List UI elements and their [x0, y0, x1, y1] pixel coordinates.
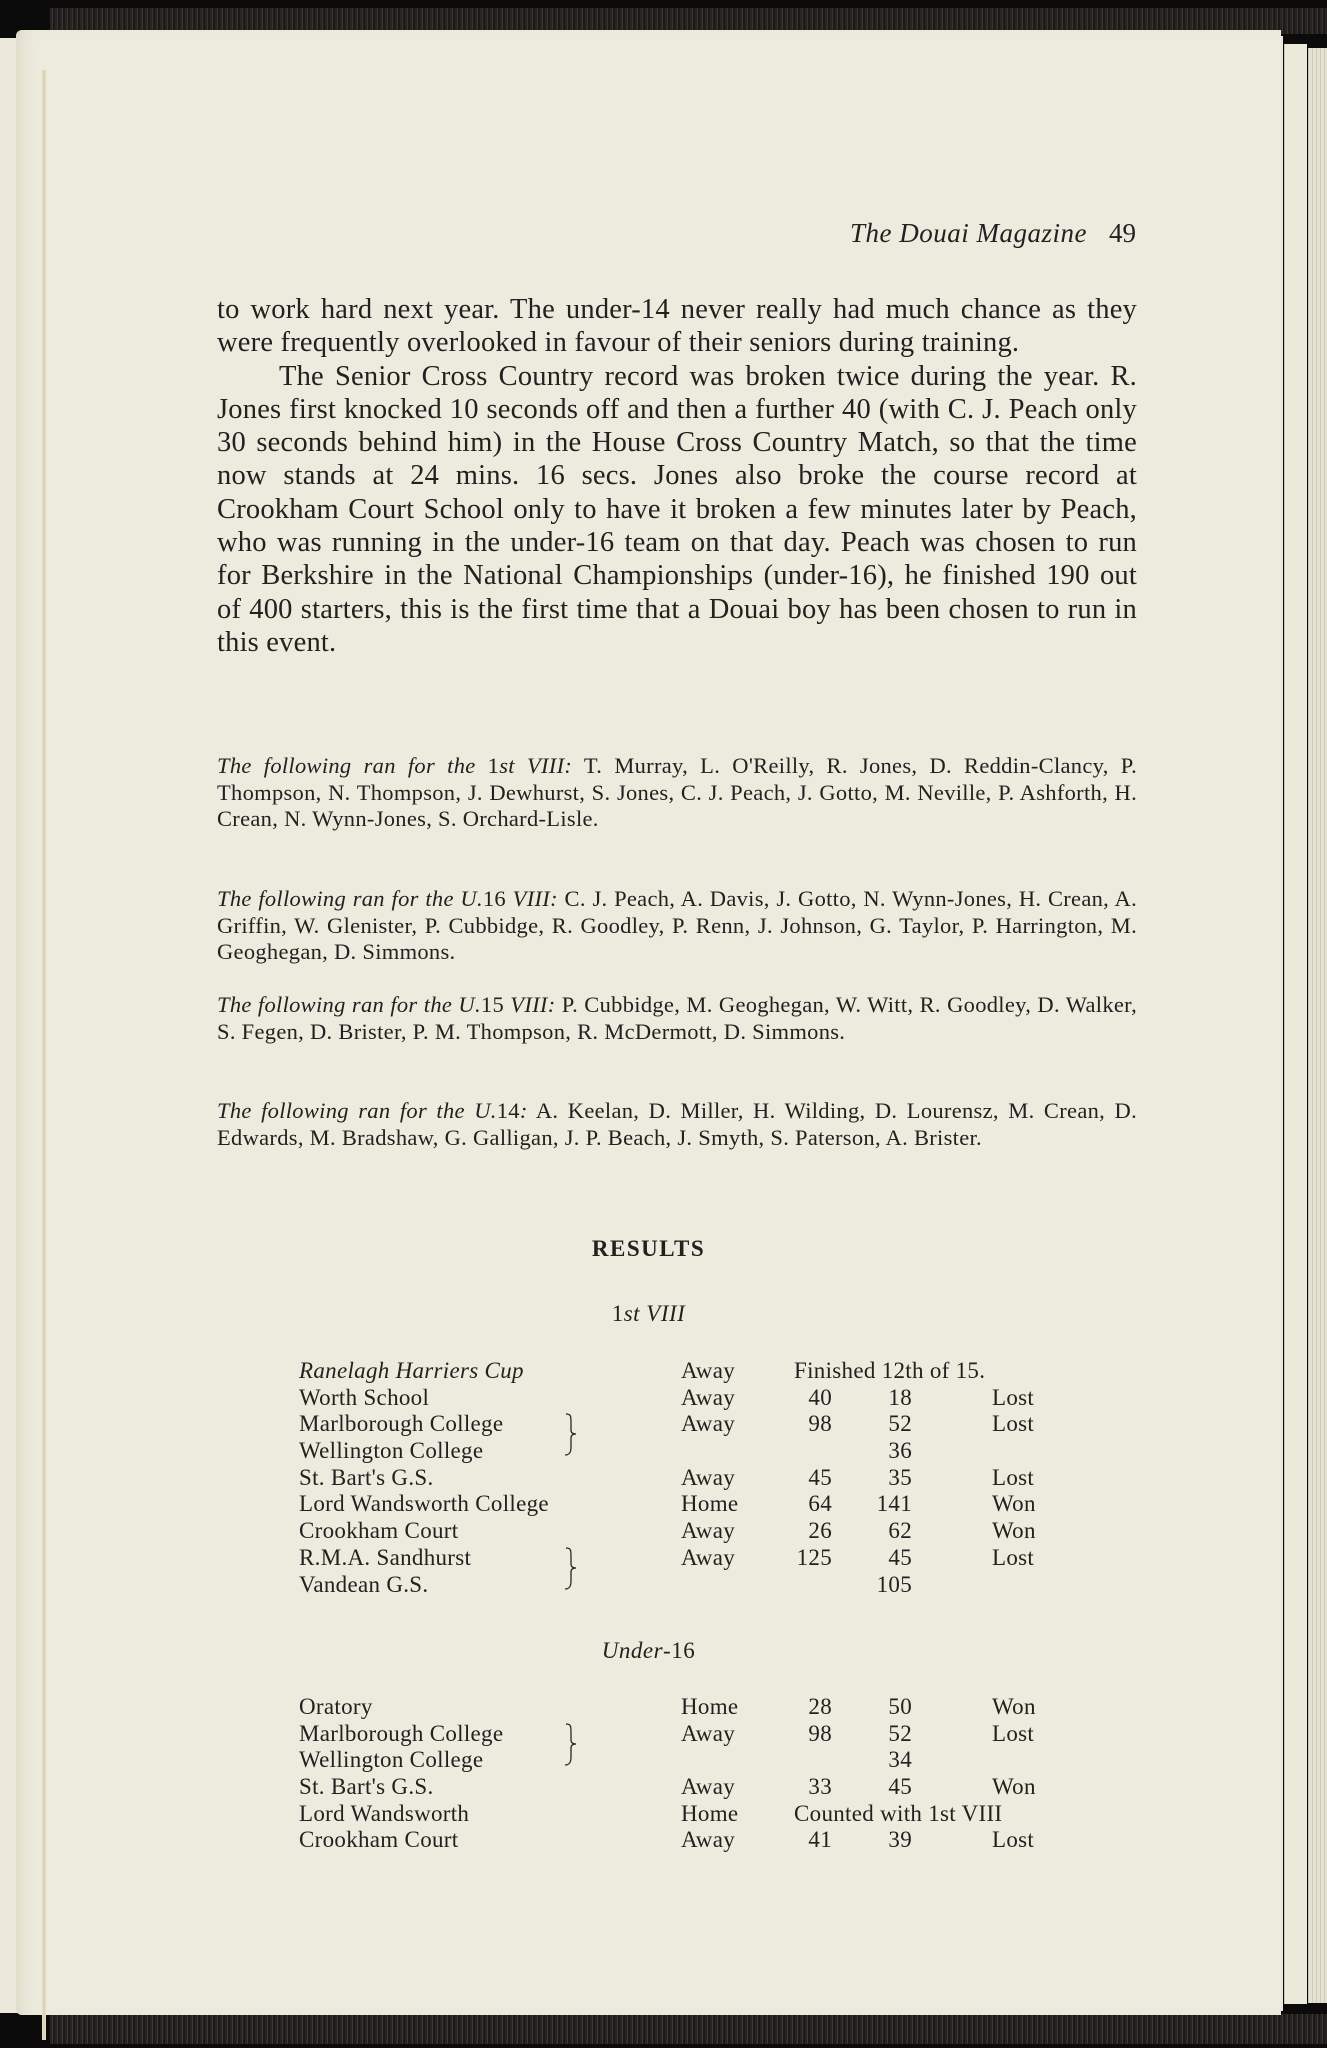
results-table-under-16	[299, 1694, 1059, 1854]
roster-team-suffix: VIII:	[505, 886, 558, 911]
roster-names: T. Murray, L. O'Reilly, R. Jones, D. Reddin-Clancy, P. Thompson, N. Thompson, J. Dewhurst, S. Jones, C. J. Peach, J. Gotto, M. Neville, P. Ashforth, H. Crean, N. Wynn-Jones, S. Orchard-Lisle.	[217, 753, 1137, 832]
result-row	[299, 1545, 1059, 1572]
opponent-score: 39	[888, 1827, 912, 1853]
venue: Home	[681, 1491, 739, 1517]
opponent-score: 105	[876, 1571, 912, 1597]
match-result: Won	[992, 1774, 1036, 1800]
opponent-score: 18	[888, 1384, 912, 1410]
venue: Away	[681, 1384, 736, 1410]
section-heading-under-16	[16, 1638, 1281, 1664]
opponent-name: Ranelagh Harriers Cup	[299, 1358, 524, 1383]
match-result: Lost	[992, 1827, 1035, 1853]
match-result: Lost	[992, 1720, 1035, 1746]
result-row	[299, 1518, 1059, 1545]
venue: Away	[681, 1358, 736, 1383]
venue: Away	[681, 1464, 736, 1490]
section-heading-1st-viii	[16, 1301, 1281, 1327]
roster-u15-viii	[217, 992, 1137, 1045]
roster-u16-viii	[217, 886, 1137, 966]
paragraph: The Senior Cross Country record was broken twice during the year. R. Jones first knocked 10 seconds off and then a further 40 (with C. J. Peach only 30 seconds behind him) in the House Cross Country Match, so that the time now stands at 24 mins. 16 secs. Jones also broke the course record at Crookham Court School only to have it broken a few minutes later by Peach, who was running in the under-16 team on that day. Peach was chosen to run for Berkshire in the National Championships (under-16), he finished 190 out of 400 starters, this is the first time that a Douai boy has been chosen to run in this event.	[217, 360, 1137, 658]
opponent-name: Lord Wandsworth	[299, 1800, 470, 1826]
page-stack-edge	[1284, 44, 1307, 2004]
match-result: Won	[992, 1518, 1036, 1544]
result-row	[299, 1438, 1059, 1465]
opponent-name: Oratory	[299, 1694, 373, 1719]
douai-score: 40	[808, 1384, 832, 1410]
match-result: Won	[992, 1491, 1036, 1517]
opponent-name: St. Bart's G.S.	[299, 1774, 434, 1800]
opponent-score: 36	[888, 1438, 912, 1464]
roster-lead: The following ran for the U.	[217, 992, 481, 1017]
result-row	[299, 1694, 1059, 1721]
douai-score: 26	[808, 1518, 832, 1544]
roster-team-suffix: VIII:	[504, 992, 556, 1017]
roster-1st-viii	[217, 753, 1137, 833]
magazine-title: The Douai Magazine	[850, 218, 1087, 248]
book-cover-bottom-edge	[50, 2014, 1327, 2044]
article-body	[217, 293, 1137, 659]
opponent-score: 62	[888, 1518, 912, 1544]
result-row	[299, 1774, 1059, 1801]
opponent-name: Crookham Court	[299, 1827, 459, 1853]
result-row	[299, 1572, 1059, 1599]
match-result: Lost	[992, 1384, 1035, 1410]
opponent-score: 34	[888, 1747, 912, 1773]
page-number: 49	[1109, 218, 1136, 248]
opponent-name: Lord Wandsworth College	[299, 1491, 549, 1517]
roster-team-suffix: st VIII:	[499, 753, 573, 778]
roster-names: A. Keelan, D. Miller, H. Wilding, D. Lourensz, M. Crean, D. Edwards, M. Bradshaw, G. Galligan, J. P. Beach, J. Smyth, S. Paterson, A. Brister.	[217, 1098, 1137, 1150]
results-table-1st-viii	[299, 1358, 1059, 1598]
opponent-score: 52	[888, 1411, 912, 1437]
running-head	[756, 218, 1136, 249]
opponent-name: Marlborough College	[299, 1720, 504, 1746]
venue: Away	[681, 1774, 736, 1800]
magazine-page	[16, 30, 1281, 2015]
match-result: Lost	[992, 1464, 1035, 1490]
page-stack-edge	[1308, 48, 1327, 2003]
opponent-score: 45	[888, 1544, 912, 1570]
opponent-name: Vandean G.S.	[299, 1571, 429, 1597]
douai-score: 64	[808, 1491, 832, 1517]
opponent-name: Crookham Court	[299, 1518, 459, 1544]
opponent-name: R.M.A. Sandhurst	[299, 1544, 472, 1570]
venue: Away	[681, 1827, 736, 1853]
roster-team-number: 1	[487, 753, 500, 778]
results-heading: RESULTS	[591, 1236, 706, 1261]
opponent-name: St. Bart's G.S.	[299, 1464, 434, 1490]
douai-score: 98	[808, 1720, 832, 1746]
section-heading-number: -16	[663, 1638, 696, 1663]
opponent-score: 45	[888, 1774, 912, 1800]
match-result: Won	[992, 1694, 1036, 1719]
result-row	[299, 1358, 1059, 1385]
roster-lead: The following ran for the U.	[217, 1098, 497, 1123]
roster-lead: The following ran for the U.	[217, 886, 483, 911]
match-result: Lost	[992, 1411, 1035, 1437]
douai-score: 28	[808, 1694, 832, 1719]
roster-names: P. Cubbidge, M. Geoghegan, W. Witt, R. Goodley, D. Walker, S. Fegen, D. Brister, P. M. Thompson, R. McDermott, D. Simmons.	[217, 992, 1137, 1044]
roster-names: C. J. Peach, A. Davis, J. Gotto, N. Wynn-Jones, H. Crean, A. Griffin, W. Glenister, P. Cubbidge, R. Goodley, P. Renn, J. Johnson, G. Taylor, P. Harrington, M. Geoghegan, D. Simmons.	[217, 886, 1138, 965]
roster-team-suffix: :	[519, 1098, 528, 1123]
roster-u14	[217, 1098, 1137, 1151]
venue: Away	[681, 1518, 736, 1544]
result-row	[299, 1385, 1059, 1412]
venue: Home	[681, 1694, 739, 1719]
result-row	[299, 1827, 1059, 1854]
result-row	[299, 1491, 1059, 1518]
venue: Away	[681, 1544, 736, 1570]
paragraph: to work hard next year. The under-14 never really had much chance as they were frequently overlooked in favour of their seniors during training.	[217, 294, 1137, 359]
result-row	[299, 1465, 1059, 1492]
result-note: Finished 12th of 15.	[794, 1358, 986, 1383]
roster-team-number: 15	[480, 992, 505, 1017]
douai-score: 98	[808, 1411, 832, 1437]
douai-score: 125	[796, 1544, 832, 1570]
result-note: Counted with 1st VIII	[794, 1800, 1003, 1826]
result-row	[299, 1801, 1059, 1828]
match-result: Lost	[992, 1544, 1035, 1570]
venue: Away	[681, 1720, 736, 1746]
opponent-name: Marlborough College	[299, 1411, 504, 1437]
result-row	[299, 1747, 1059, 1774]
douai-score: 41	[808, 1827, 832, 1853]
result-row	[299, 1721, 1059, 1748]
douai-score: 33	[808, 1774, 832, 1800]
opponent-name: Wellington College	[299, 1747, 484, 1773]
opponent-score: 52	[888, 1720, 912, 1746]
venue: Home	[681, 1800, 739, 1826]
roster-team-number: 16	[482, 886, 506, 911]
opponent-name: Wellington College	[299, 1438, 484, 1464]
douai-score: 45	[808, 1464, 832, 1490]
roster-lead: The following ran for the	[217, 753, 488, 778]
opponent-score: 50	[888, 1694, 912, 1719]
section-heading-label: st VIII	[623, 1301, 686, 1326]
section-heading-label: Under	[601, 1638, 664, 1663]
roster-team-number: 14	[496, 1098, 520, 1123]
section-heading-number: 1	[611, 1301, 624, 1326]
venue: Away	[681, 1411, 736, 1437]
opponent-score: 35	[888, 1464, 912, 1490]
opponent-score: 141	[876, 1491, 912, 1517]
opponent-name: Worth School	[299, 1384, 430, 1410]
result-row	[299, 1411, 1059, 1438]
binding-gutter	[42, 70, 46, 2040]
